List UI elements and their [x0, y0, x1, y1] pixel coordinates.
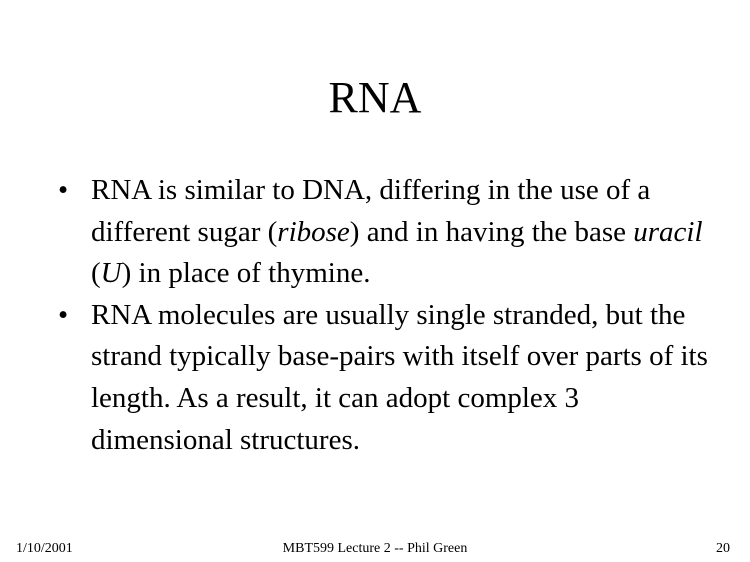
text-segment: ( [91, 257, 101, 290]
text-segment: RNA is similar to DNA, differing in the use of a different sugar ( [91, 174, 651, 248]
footer-date: 1/10/2001 [16, 541, 73, 556]
italic-term-ribose: ribose [277, 215, 350, 248]
bullet-dot: • [58, 298, 69, 331]
italic-term-uracil: uracil [633, 215, 703, 248]
text-segment: ) in place of thymine. [121, 257, 371, 290]
bullet-text [91, 174, 703, 289]
italic-term-u: U [100, 257, 122, 290]
bullet-item [58, 295, 718, 461]
footer-page-number: 20 [716, 541, 730, 556]
bullet-item [58, 170, 718, 295]
bullet-dot: • [58, 174, 69, 206]
footer-lecture-title: MBT599 Lecture 2 -- Phil Green [282, 541, 468, 556]
text-segment: ) and in having the base [349, 215, 634, 248]
bullet-list [58, 170, 718, 461]
bullet-text: RNA molecules are usually single stranded, but the strand typically base-pairs with itself over parts of its length. As a result, it can adopt complex 3 dimensional structures. [91, 298, 708, 456]
slide-title: RNA [328, 73, 422, 122]
